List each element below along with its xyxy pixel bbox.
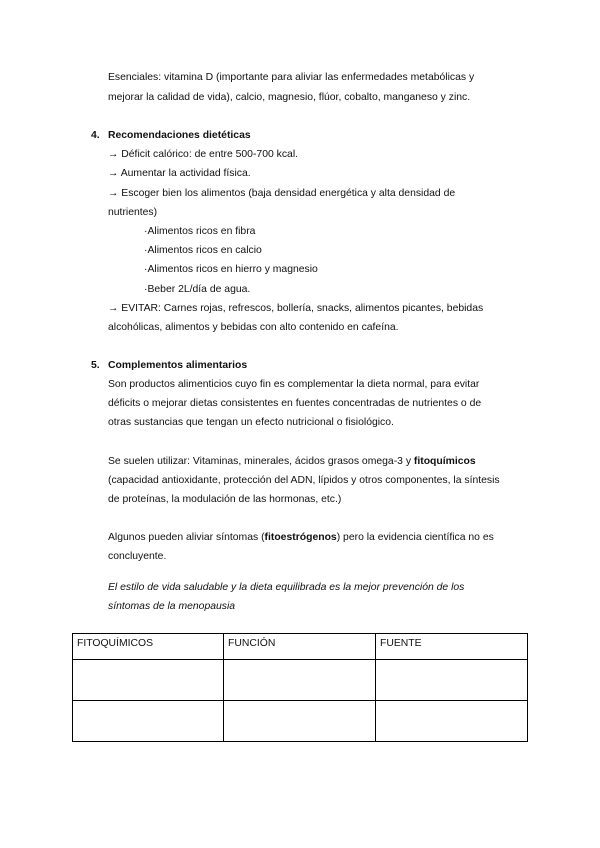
section-5-para3-line-2: concluyente. (108, 551, 167, 562)
section-4-item: nutrientes) (108, 207, 158, 218)
section-4-item: → Escoger bien los alimentos (baja densidad energética y alta densidad de (108, 188, 456, 199)
para2-bold-term: fitoquímicos (413, 456, 476, 467)
section-5-para1-line: otras sustancias que tengan un efecto nutricional o fisiológico. (108, 417, 394, 428)
para3-text-post: ) pero la evidencia científica no es (336, 532, 494, 543)
section-4-subitem: ·Beber 2L/día de agua. (144, 284, 251, 295)
table-cell (376, 701, 528, 742)
quote-line-2: síntomas de la menopausia (108, 601, 236, 612)
section-5-para2-line-1 (108, 455, 476, 469)
section-4-subitem: ·Alimentos ricos en calcio (144, 245, 262, 256)
table-header-cell: FITOQUÍMICOS (73, 634, 224, 660)
para3-bold-term: fitoestrógenos (264, 532, 337, 543)
section-4-avoid-line-2: alcohólicas, alimentos y bebidas con alto contenido en cafeína. (108, 322, 399, 333)
table-row (73, 660, 528, 701)
section-5-para2-line-2: (capacidad antioxidante, protección del ADN, lípidos y otros componentes, la síntesis (108, 475, 500, 486)
section-4-number: 4. (91, 130, 100, 141)
intro-line-1: Esenciales: vitamina D (importante para aliviar las enfermedades metabólicas y (108, 72, 475, 83)
table-header-cell: FUENTE (376, 634, 528, 660)
table-cell (224, 660, 376, 701)
table-row (73, 701, 528, 742)
para2-text: Se suelen utilizar: Vitaminas, minerales, ácidos grasos omega-3 y (108, 456, 414, 467)
section-5-para1-line: déficits o mejorar dietas consistentes en fuentes concentradas de nutrientes o de (108, 398, 482, 409)
section-5-title: Complementos alimentarios (108, 360, 248, 371)
fitoquimicos-table (72, 633, 528, 742)
table-header-row (73, 634, 528, 660)
section-4-item: → Aumentar la actividad física. (108, 168, 251, 179)
section-5-para1-line: Son productos alimenticios cuyo fin es complementar la dieta normal, para evitar (108, 379, 480, 390)
section-5-para3-line-1 (108, 531, 494, 545)
section-5-number: 5. (91, 360, 100, 371)
table-cell (224, 701, 376, 742)
intro-line-2: mejorar la calidad de vida), calcio, magnesio, flúor, cobalto, manganeso y zinc. (108, 92, 471, 103)
table-cell (73, 701, 224, 742)
section-4-subitem: ·Alimentos ricos en fibra (144, 226, 256, 237)
para3-text-pre: Algunos pueden aliviar síntomas ( (108, 532, 265, 543)
table-cell (73, 660, 224, 701)
table-cell (376, 660, 528, 701)
table-header-cell: FUNCIÓN (224, 634, 376, 660)
quote-line-1: El estilo de vida saludable y la dieta equilibrada es la mejor prevención de los (108, 582, 465, 593)
section-4-title: Recomendaciones dietéticas (108, 130, 251, 141)
section-4-item: → Déficit calórico: de entre 500-700 kcal. (108, 149, 299, 160)
section-5-para2-line-3: de proteínas, la modulación de las hormonas, etc.) (108, 494, 342, 505)
section-4-avoid-line-1: → EVITAR: Carnes rojas, refrescos, bollería, snacks, alimentos picantes, bebidas (108, 303, 484, 314)
section-4-subitem: ·Alimentos ricos en hierro y magnesio (144, 264, 318, 275)
